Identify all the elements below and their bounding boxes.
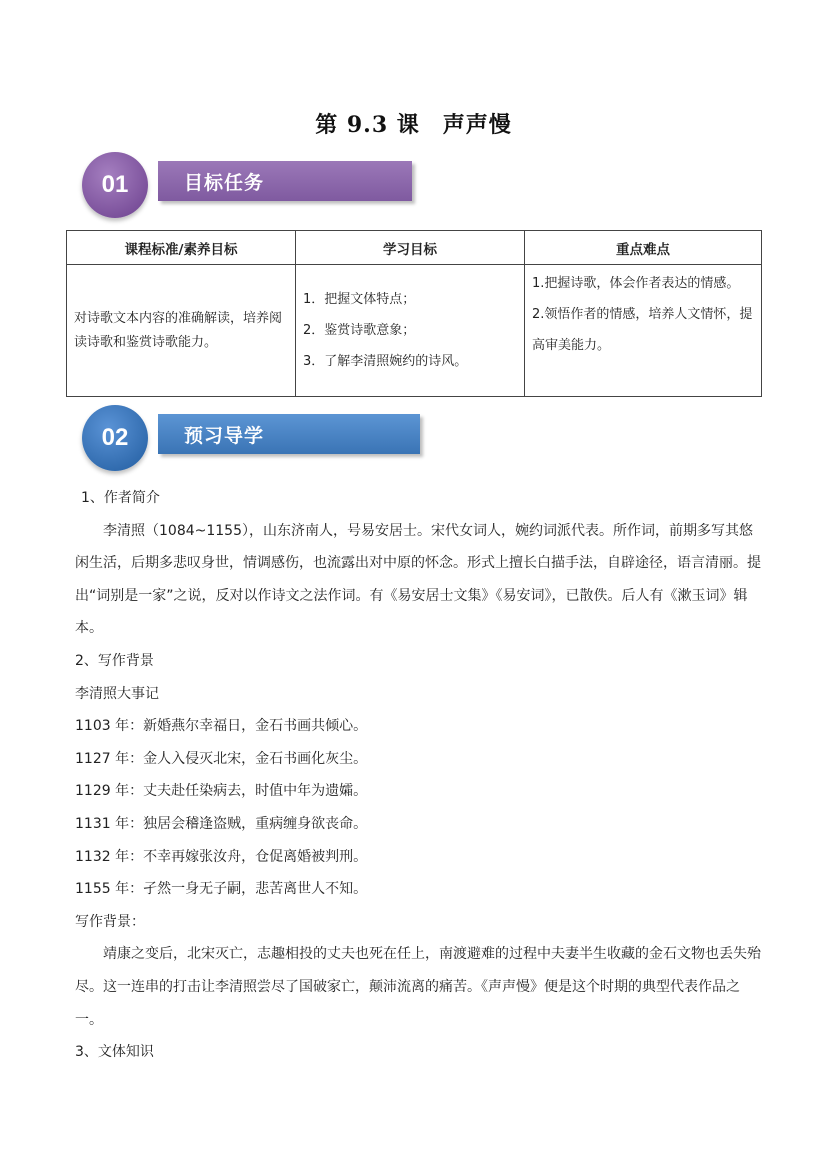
author-heading: 1、作者简介 bbox=[81, 490, 160, 506]
timeline-item: 1103 年：新婚燕尔幸福日，金石书画共倾心。 bbox=[75, 718, 368, 735]
genre-heading: 3、文体知识 bbox=[75, 1044, 154, 1061]
section-number-badge: 01 bbox=[82, 152, 148, 218]
table-cell-key-points bbox=[525, 265, 762, 397]
table-row bbox=[67, 265, 762, 397]
table-cell-standard: 对诗歌文本内容的准确解读，培养阅读诗歌和鉴赏诗歌能力。 bbox=[67, 265, 296, 397]
section-label: 预习导学 bbox=[158, 414, 420, 454]
table-cell-objectives bbox=[296, 265, 525, 397]
objective-item: 3．了解李清照婉约的诗风。 bbox=[303, 354, 468, 369]
page-title: 第 9.3 课 声声慢 bbox=[315, 112, 512, 138]
background-paragraph: 靖康之变后，北宋灭亡，志趣相投的丈夫也死在任上，南渡避难的过程中夫妻半生收藏的金石文物也丢失殆尽。这一连串的打击让李清照尝尽了国破家亡，颠沛流离的痛苦。《声声慢》便是这个时期的典型代表作品之一。 bbox=[75, 946, 761, 1028]
table-header-row bbox=[67, 231, 762, 265]
timeline-item: 1129 年：丈夫赴任染病去，时值中年为遗孀。 bbox=[75, 783, 368, 800]
timeline-item: 1131 年：独居会稽逢盗贼，重病缠身欲丧命。 bbox=[75, 815, 368, 832]
timeline-item: 1132 年：不幸再嫁张汝舟，仓促离婚被判刑。 bbox=[75, 848, 368, 865]
author-paragraph: 李清照（1084~1155），山东济南人，号易安居士。宋代女词人，婉约词派代表。所作词，前期多写其悠闲生活，后期多悲叹身世，情调感伤，也流露出对中原的怀念。形式上擅长白描手法，自辟途径，语言清丽。提出“词别是一家”之说，反对以作诗文之法作词。有《易安居士文集》《易安词》，已散佚。后人有《漱玉词》辑本。 bbox=[75, 522, 761, 637]
background-heading: 2、写作背景 bbox=[75, 652, 154, 669]
objective-item: 1．把握文体特点； bbox=[303, 292, 416, 307]
key-point-item: 2.领悟作者的情感，培养人文情怀，提高审美能力。 bbox=[532, 307, 753, 353]
preview-content bbox=[75, 482, 765, 1069]
key-point-item: 1.把握诗歌，体会作者表达的情感。 bbox=[532, 276, 740, 291]
section-banner-goals bbox=[82, 152, 382, 220]
timeline-item: 1155 年：孑然一身无子嗣，悲苦离世人不知。 bbox=[75, 881, 368, 898]
background-label: 写作背景： bbox=[75, 913, 145, 930]
objective-item: 2．鉴赏诗歌意象； bbox=[303, 323, 416, 338]
goals-table bbox=[66, 230, 762, 397]
timeline-heading: 李清照大事记 bbox=[75, 685, 159, 702]
section-banner-preview bbox=[82, 405, 382, 473]
table-header-standard: 课程标准/素养目标 bbox=[67, 231, 296, 265]
section-number-badge: 02 bbox=[82, 405, 148, 471]
timeline-item: 1127 年：金人入侵灭北宋，金石书画化灰尘。 bbox=[75, 750, 368, 767]
table-header-key-points: 重点难点 bbox=[525, 231, 762, 265]
table-header-objectives: 学习目标 bbox=[296, 231, 525, 265]
section-label: 目标任务 bbox=[158, 161, 412, 201]
